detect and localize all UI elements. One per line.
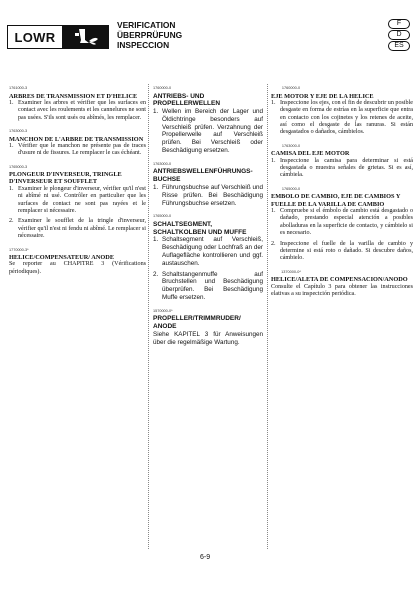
section-heading: EJE MOTOR Y EJE DE LA HELICE (271, 92, 374, 100)
item-number: 1. (153, 183, 159, 191)
list-item (271, 208, 413, 238)
item-number: 1. (9, 185, 14, 192)
title-french: VERIFICATION (117, 20, 176, 30)
chapter-badge (7, 25, 109, 49)
title-german: ÜBERPRÜFUNG (117, 30, 183, 41)
section-code: 1761000-3 (9, 86, 28, 90)
item-text: Examiner le soufflet de la tringle d'inverseur, vérifier qu'il n'est ni fendu ni abîmé. Le remplacer si nécessaire. (18, 218, 146, 240)
section-code: 1770000-3* (9, 247, 29, 252)
chapter-badge-label: LOWR (14, 29, 56, 45)
section-body: Consulte el Capítulo 3 para obtener las instrucciones elativas a su inspectción periódica. (271, 283, 413, 297)
column-spanish (271, 86, 413, 305)
section-code: 1760000-0 (281, 86, 301, 90)
outboard-propeller-icon (62, 26, 108, 48)
section-heading: SCHALTSEGMENT, SCHALTKOLBEN UND MUFFE (153, 220, 247, 236)
section-shafts (271, 86, 413, 137)
section-code: 1765000-0 (281, 186, 301, 191)
item-text: Examiner les arbres et vérifier que les surfaces en contact avec les roulements et les cannelures ne sont pas usées. S'ils sont usés ou abîmés, les remplacer. (18, 99, 146, 121)
column-german (153, 86, 263, 354)
page-title (117, 20, 182, 51)
section-sleeve (271, 144, 413, 180)
item-text: Compruebe si el émbolo de cambio está desgastado o dañado, prestando especial atención a posibles abolladuras en la superficie de contacto, y cámbielo si es necesario. (280, 207, 413, 237)
list-item (153, 236, 263, 267)
section-propeller (153, 309, 263, 347)
section-propeller (271, 270, 413, 299)
language-tag-d: D (388, 30, 410, 40)
item-number: 2. (9, 218, 14, 225)
title-spanish: INSPECCION (117, 40, 170, 51)
item-number: 1. (9, 99, 14, 106)
section-shift-plunger (271, 187, 413, 263)
item-number: 1. (271, 207, 276, 214)
section-shift-plunger (153, 214, 263, 301)
item-text: Examiner le plongeur d'inverseur, vérifier qu'il n'est ni abîmé ni usé. Contrôler en particulier que les surfaces de contact ne sont pas rayées et le remplacer si nécessaire. (18, 185, 146, 214)
item-number: 2. (153, 270, 159, 278)
list-item (9, 186, 146, 216)
section-heading: PLONGEUR D'INVERSEUR, TRINGLE D'INVERSEUR ET SOUFFLET (9, 171, 122, 186)
list-item (271, 158, 413, 180)
list-item (271, 241, 413, 263)
section-heading: HELICE/ALETA DE COMPENSACION/ANODO (271, 276, 408, 284)
section-code: 1570000-0* (153, 308, 173, 313)
section-shafts (153, 86, 263, 155)
section-code: 1763000-0 (153, 161, 172, 166)
section-heading: PROPELLER/TRIMMRUDER/ ANODE (153, 315, 241, 331)
column-divider-left (148, 84, 149, 549)
language-tag-f: F (388, 19, 410, 29)
item-number: 1. (153, 108, 159, 116)
column-divider-right (267, 84, 268, 549)
item-number: 1. (271, 99, 276, 106)
section-code: 1763000-0 (281, 143, 301, 148)
section-code: 1760000-0 (153, 86, 172, 90)
section-heading: ARBRES DE TRANSMISSION ET D'HELICE (9, 92, 138, 100)
outboard-propeller-icon-graphic (65, 27, 105, 47)
section-shift-plunger (9, 165, 146, 241)
list-item (153, 108, 263, 155)
section-heading: EMBOLO DE CAMBIO, EJE DE CAMBIOS Y FUELLE DE LA VARILLA DE CAMBIO (271, 193, 401, 208)
section-code: 1763000-3 (9, 129, 28, 134)
section-propeller (9, 248, 146, 277)
list-item (9, 100, 146, 122)
item-text: Inspeccione el fuelle de la varilla de cambio y determine si está roto o dañado. Si descubre daños, cámbielo. (280, 240, 413, 262)
section-heading: MANCHON DE L'ARBRE DE TRANSMISSION (9, 135, 144, 143)
list-item (271, 100, 413, 137)
section-heading: HELICE/COMPENSATEUR/ ANODE (9, 254, 115, 262)
section-heading: ANTRIEBSWELLENFÜHRUNGS- BUCHSE (153, 168, 253, 184)
section-sleeve (9, 129, 146, 158)
item-text: Wellen im Bereich der Lager und Öldichtringe besonders auf Verschleiß prüfen. Verzahnung der Propellerwelle auf Verschleiß prüfen. Bei Verschleiß oder Beschädigung ersetzen. (162, 108, 263, 155)
section-heading: CAMISA DEL EJE MOTOR (271, 150, 350, 158)
item-text: Führungsbuchse auf Verschleiß und Risse prüfen. Bei Beschädigung Führungsbuchse ersetzen. (162, 183, 263, 207)
item-text: Inspeccione los ejes, con el fin de descubrir un posible desgaste en forma de estrías en la superficie que entra en contacto con los cojinetes y los retenes de aceite, así como el desgaste de las ranuras. Si están desgastados o dañados, cámbielos. (280, 99, 414, 136)
list-item (9, 218, 146, 240)
section-code: 1370000-0* (281, 269, 301, 274)
section-code: 1765000-3 (9, 164, 28, 169)
section-body: Siehe KAPITEL 3 für Anweisungen über die regelmäßige Wartung. (153, 330, 263, 346)
item-text: Schaltstangenmuffe auf Bruchstellen und Beschädigung überprüfen. Bei Beschädigung Muffe ersetzen. (162, 270, 263, 302)
section-sleeve (153, 162, 263, 207)
item-text: Vérifier que le manchon ne présente pas de traces d'usure ni de fissures. Le remplacer le cas échéant. (18, 142, 146, 157)
item-text: Inspeccione la camisa para determinar si está desgastada o muestra señales de grietas. Si es así, cámbiela. (280, 157, 413, 179)
list-item (153, 271, 263, 302)
section-heading: ANTRIEBS- UND PROPELLERWELLEN (153, 92, 221, 108)
column-french (9, 86, 146, 283)
item-number: 1. (271, 157, 276, 164)
section-shafts (9, 86, 146, 122)
list-item (153, 184, 263, 207)
item-number: 1. (9, 142, 14, 149)
page-number: 6-9 (200, 554, 211, 561)
item-number: 2. (271, 240, 276, 247)
list-item (9, 143, 146, 158)
item-text: Schaltsegment auf Verschleiß, Beschädigung oder Lochfraß an der Auflagefläche kontrollieren und ggf. austauschen. (162, 236, 263, 267)
language-tag-es: ES (388, 41, 410, 51)
section-body: Se reporter au CHAPITRE 3 (Vérifications périodiques). (9, 261, 146, 275)
section-code: 1765000-0 (153, 214, 172, 219)
item-number: 1. (153, 236, 159, 244)
